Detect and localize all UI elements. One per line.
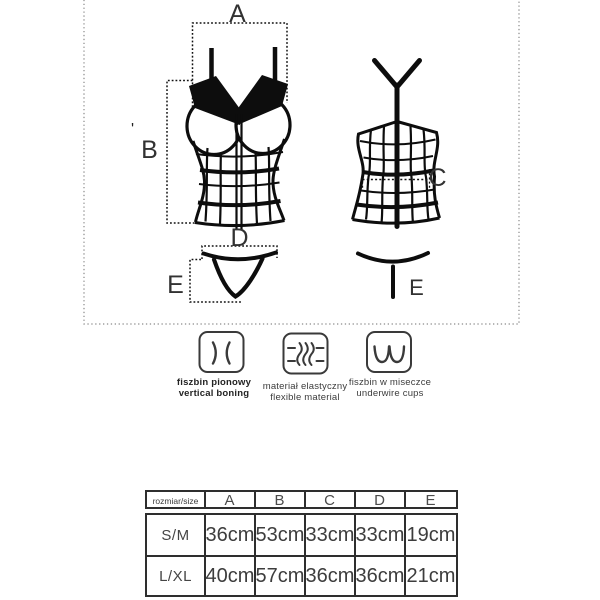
header-cell-E: E: [404, 492, 456, 509]
measure-label-E-front: E: [167, 271, 185, 299]
feature-caption-vertical-boning: [177, 377, 251, 399]
value-cell: 40cm: [204, 555, 254, 595]
value-cell: 33cm: [304, 515, 354, 555]
corset-front-drawing: [187, 47, 290, 230]
header-cell-C: C: [304, 492, 354, 509]
header-cell-rozmiar-size: rozmiar/size: [152, 495, 199, 506]
value-cell: 36cm: [204, 515, 254, 555]
header-cell-D: D: [354, 492, 404, 509]
size-table-body: [145, 513, 458, 597]
feature-caption-flexible-material: [263, 381, 348, 403]
underwire-cups-icon: [367, 332, 411, 372]
row-label-lxl: L/XL: [147, 555, 204, 595]
size-table-header: [145, 490, 458, 509]
caption-line-en: flexible material: [270, 392, 340, 403]
caption-line-en: underwire cups: [356, 388, 424, 399]
value-cell: 33cm: [354, 515, 404, 555]
caption-line-pl: fiszbin w miseczce: [348, 377, 432, 388]
measure-label-D: D: [230, 224, 250, 252]
size-table: [145, 490, 458, 597]
measure-label-B: B: [141, 136, 159, 164]
value-cell: 57cm: [254, 555, 304, 595]
vertical-boning-icon: [200, 332, 244, 372]
caption-line-en: vertical boning: [178, 388, 250, 399]
row-label-sm: S/M: [161, 526, 190, 544]
caption-line-pl: materiał elastyczny: [262, 381, 348, 392]
value-cell: 53cm: [254, 515, 304, 555]
flexible-material-icon: [284, 334, 328, 374]
feature-icons: [200, 332, 412, 374]
value-cell: 21cm: [404, 555, 456, 595]
corset-back-drawing: [353, 61, 440, 227]
value-cell: 19cm: [404, 515, 456, 555]
thong-front-drawing: [204, 253, 277, 297]
feature-caption-underwire-cups: [349, 377, 431, 399]
value-cell: 36cm: [304, 555, 354, 595]
measure-label-C: C: [428, 164, 448, 192]
header-cell-B: B: [254, 492, 304, 509]
caption-line-pl: fiszbin pionowy: [176, 377, 252, 388]
measure-label-E-back: E: [409, 275, 425, 300]
stray-tick-mark: ': [131, 121, 135, 138]
measure-label-A: A: [229, 0, 247, 28]
value-cell: 36cm: [354, 555, 404, 595]
header-cell-A: A: [204, 492, 254, 509]
